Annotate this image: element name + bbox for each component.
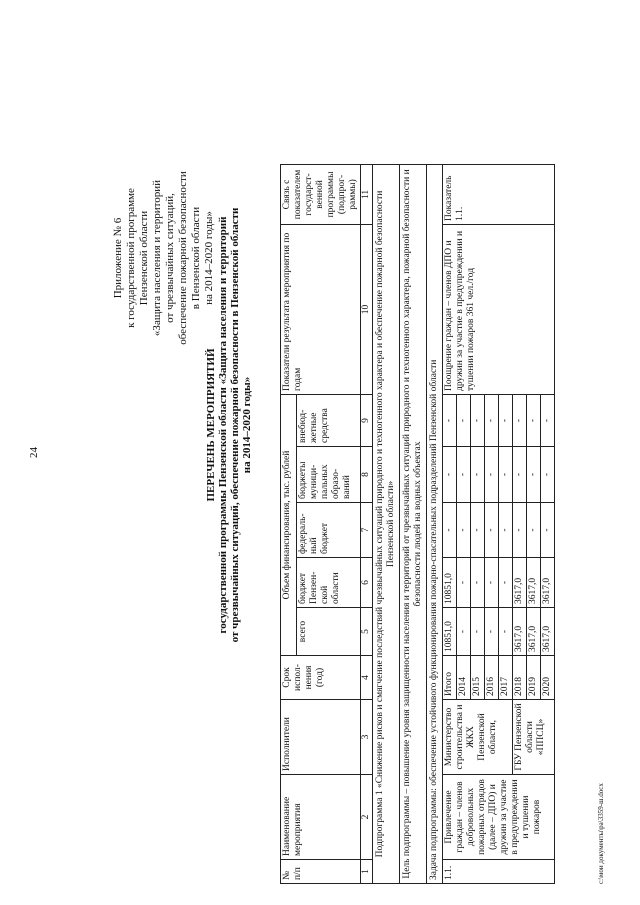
- col-number: 2: [361, 775, 373, 860]
- municipal-cell: -: [457, 447, 471, 503]
- regional-cell: -: [471, 558, 485, 608]
- total-cell: -: [485, 608, 499, 656]
- item-name: Привлечение граждан – членов добровольных пожарных отрядов (далее – ДПО) и дружин за участие в предупреждении и тушении пожаров: [443, 775, 555, 860]
- task-row: [427, 20, 443, 884]
- federal-cell: -: [513, 503, 527, 558]
- extra-cell: -: [541, 394, 555, 446]
- municipal-cell: -: [443, 447, 457, 503]
- header-num: № п/п: [281, 860, 361, 884]
- goal-row: [400, 20, 427, 884]
- total-cell: -: [471, 608, 485, 656]
- federal-cell: -: [541, 503, 555, 558]
- title-heading: ПЕРЕЧЕНЬ МЕРОПРИЯТИЙ: [205, 348, 217, 502]
- municipal-cell: -: [485, 447, 499, 503]
- municipal-cell: -: [527, 447, 541, 503]
- header-name: Наименование мероприятия: [281, 775, 361, 860]
- regional-cell: -: [485, 558, 499, 608]
- col-number: 9: [361, 394, 373, 446]
- col-number: 11: [361, 164, 373, 224]
- total-cell: -: [457, 608, 471, 656]
- file-path-footer: c:\мои документы\ра\3359-ш.docx: [597, 783, 605, 884]
- document-title: [205, 30, 253, 820]
- year-cell: Итого: [443, 656, 457, 700]
- header-link: Связь с показателем государст-венной программы (подпрог-раммы): [281, 164, 361, 224]
- annex-line: на 2014–2020 годы»: [203, 211, 215, 305]
- extra-cell: -: [457, 394, 471, 446]
- subprogram-goal: Цель подпрограммы – повышение уровня защищенности населения и территорий от чрезвычайных ситуаций природного и техногенного характера, пожарной безопасности и безопасности людей на водных объектах: [400, 164, 427, 883]
- year-cell: 2014: [457, 656, 471, 700]
- municipal-cell: -: [513, 447, 527, 503]
- page-number: 24: [28, 447, 40, 458]
- header-row: [281, 20, 297, 884]
- federal-cell: -: [485, 503, 499, 558]
- header-executors: Исполнители: [281, 700, 361, 775]
- header-funding: Объем финансирования, тыс. рублей: [281, 394, 297, 655]
- item-link: Показатель 1.1.: [443, 164, 555, 224]
- header-federal: федераль-ный бюджет: [296, 503, 360, 558]
- regional-cell: -: [457, 558, 471, 608]
- item-executor-2: ГБУ Пензенской области «ППСЦ»: [513, 700, 555, 775]
- year-cell: 2019: [527, 656, 541, 700]
- col-number: 4: [361, 656, 373, 700]
- extra-cell: -: [471, 394, 485, 446]
- title-line: от чрезвычайных ситуаций, обеспечение пожарной безопасности в Пензенской области: [229, 207, 241, 643]
- extra-cell: -: [443, 394, 457, 446]
- subprogram-title: Подпрограмма 1 «Снижение рисков и смягчение последствий чрезвычайных ситуаций природного и техногенного характера и обеспечение пожарной безопасности Пензенской области»: [373, 164, 400, 883]
- annex-block: [112, 108, 216, 408]
- item-row: [443, 20, 457, 884]
- annex-line: к государственной программе: [125, 188, 137, 328]
- header-municipal: бюджеты муници-пальных образо-ваний: [296, 447, 360, 503]
- annex-line: в Пензенской области: [190, 206, 202, 310]
- item-executor-1: Министерство строительства и ЖКХ Пензенской области,: [443, 700, 513, 775]
- federal-cell: -: [443, 503, 457, 558]
- regional-cell: 3617,0: [513, 558, 527, 608]
- municipal-cell: -: [471, 447, 485, 503]
- year-cell: 2017: [499, 656, 513, 700]
- header-regional: бюджет Пензен-ской области: [296, 558, 360, 608]
- extra-cell: -: [513, 394, 527, 446]
- annex-line: Приложение № 6: [112, 217, 124, 299]
- header-term: Срок испол-нения (год): [281, 656, 361, 700]
- col-number: 7: [361, 503, 373, 558]
- header-indicator: Показатели результата мероприятия по годам: [281, 224, 361, 394]
- federal-cell: -: [527, 503, 541, 558]
- federal-cell: -: [471, 503, 485, 558]
- total-cell: -: [499, 608, 513, 656]
- extra-cell: -: [499, 394, 513, 446]
- regional-cell: 3617,0: [541, 558, 555, 608]
- total-cell: 10851,0: [443, 608, 457, 656]
- subprogram-row: [373, 20, 400, 884]
- extra-cell: -: [527, 394, 541, 446]
- annex-line: обеспечение пожарной безопасности: [177, 171, 189, 345]
- total-cell: 3617,0: [527, 608, 541, 656]
- annex-line: от чрезвычайных ситуаций,: [164, 193, 176, 323]
- col-number: 5: [361, 608, 373, 656]
- header-extrabudget: внебюд-жетные средства: [296, 394, 360, 446]
- title-line: на 2014–2020 годы»: [241, 376, 253, 474]
- item-num: 1.1.: [443, 860, 555, 884]
- year-cell: 2020: [541, 656, 555, 700]
- col-number: 8: [361, 447, 373, 503]
- year-cell: 2016: [485, 656, 499, 700]
- column-number-row: [361, 20, 373, 884]
- municipal-cell: -: [499, 447, 513, 503]
- regional-cell: 3617,0: [527, 558, 541, 608]
- municipal-cell: -: [541, 447, 555, 503]
- measures-table: [280, 20, 555, 884]
- col-number: 1: [361, 860, 373, 884]
- federal-cell: -: [457, 503, 471, 558]
- title-line: государственной программы Пензенской области «Защита населения и территорий: [217, 216, 229, 634]
- extra-cell: -: [485, 394, 499, 446]
- year-cell: 2015: [471, 656, 485, 700]
- col-number: 3: [361, 700, 373, 775]
- federal-cell: -: [499, 503, 513, 558]
- total-cell: 3617,0: [513, 608, 527, 656]
- subprogram-task: Задача подпрограммы: обеспечение устойчивого функционирования пожарно-спасательных подразделений Пензенской области: [427, 164, 443, 883]
- header-total: всего: [296, 608, 360, 656]
- regional-cell: 10851,0: [443, 558, 457, 608]
- col-number: 6: [361, 558, 373, 608]
- annex-line: Пензенской области: [138, 210, 150, 306]
- item-indicator: Поощрение граждан – членов ДПО и дружин за участие в предупреждении и тушении пожаров 361 чел./год: [443, 224, 555, 394]
- annex-line: «Защита населения и территорий: [151, 179, 163, 337]
- total-cell: 3617,0: [541, 608, 555, 656]
- col-number: 10: [361, 224, 373, 394]
- regional-cell: -: [499, 558, 513, 608]
- year-cell: 2018: [513, 656, 527, 700]
